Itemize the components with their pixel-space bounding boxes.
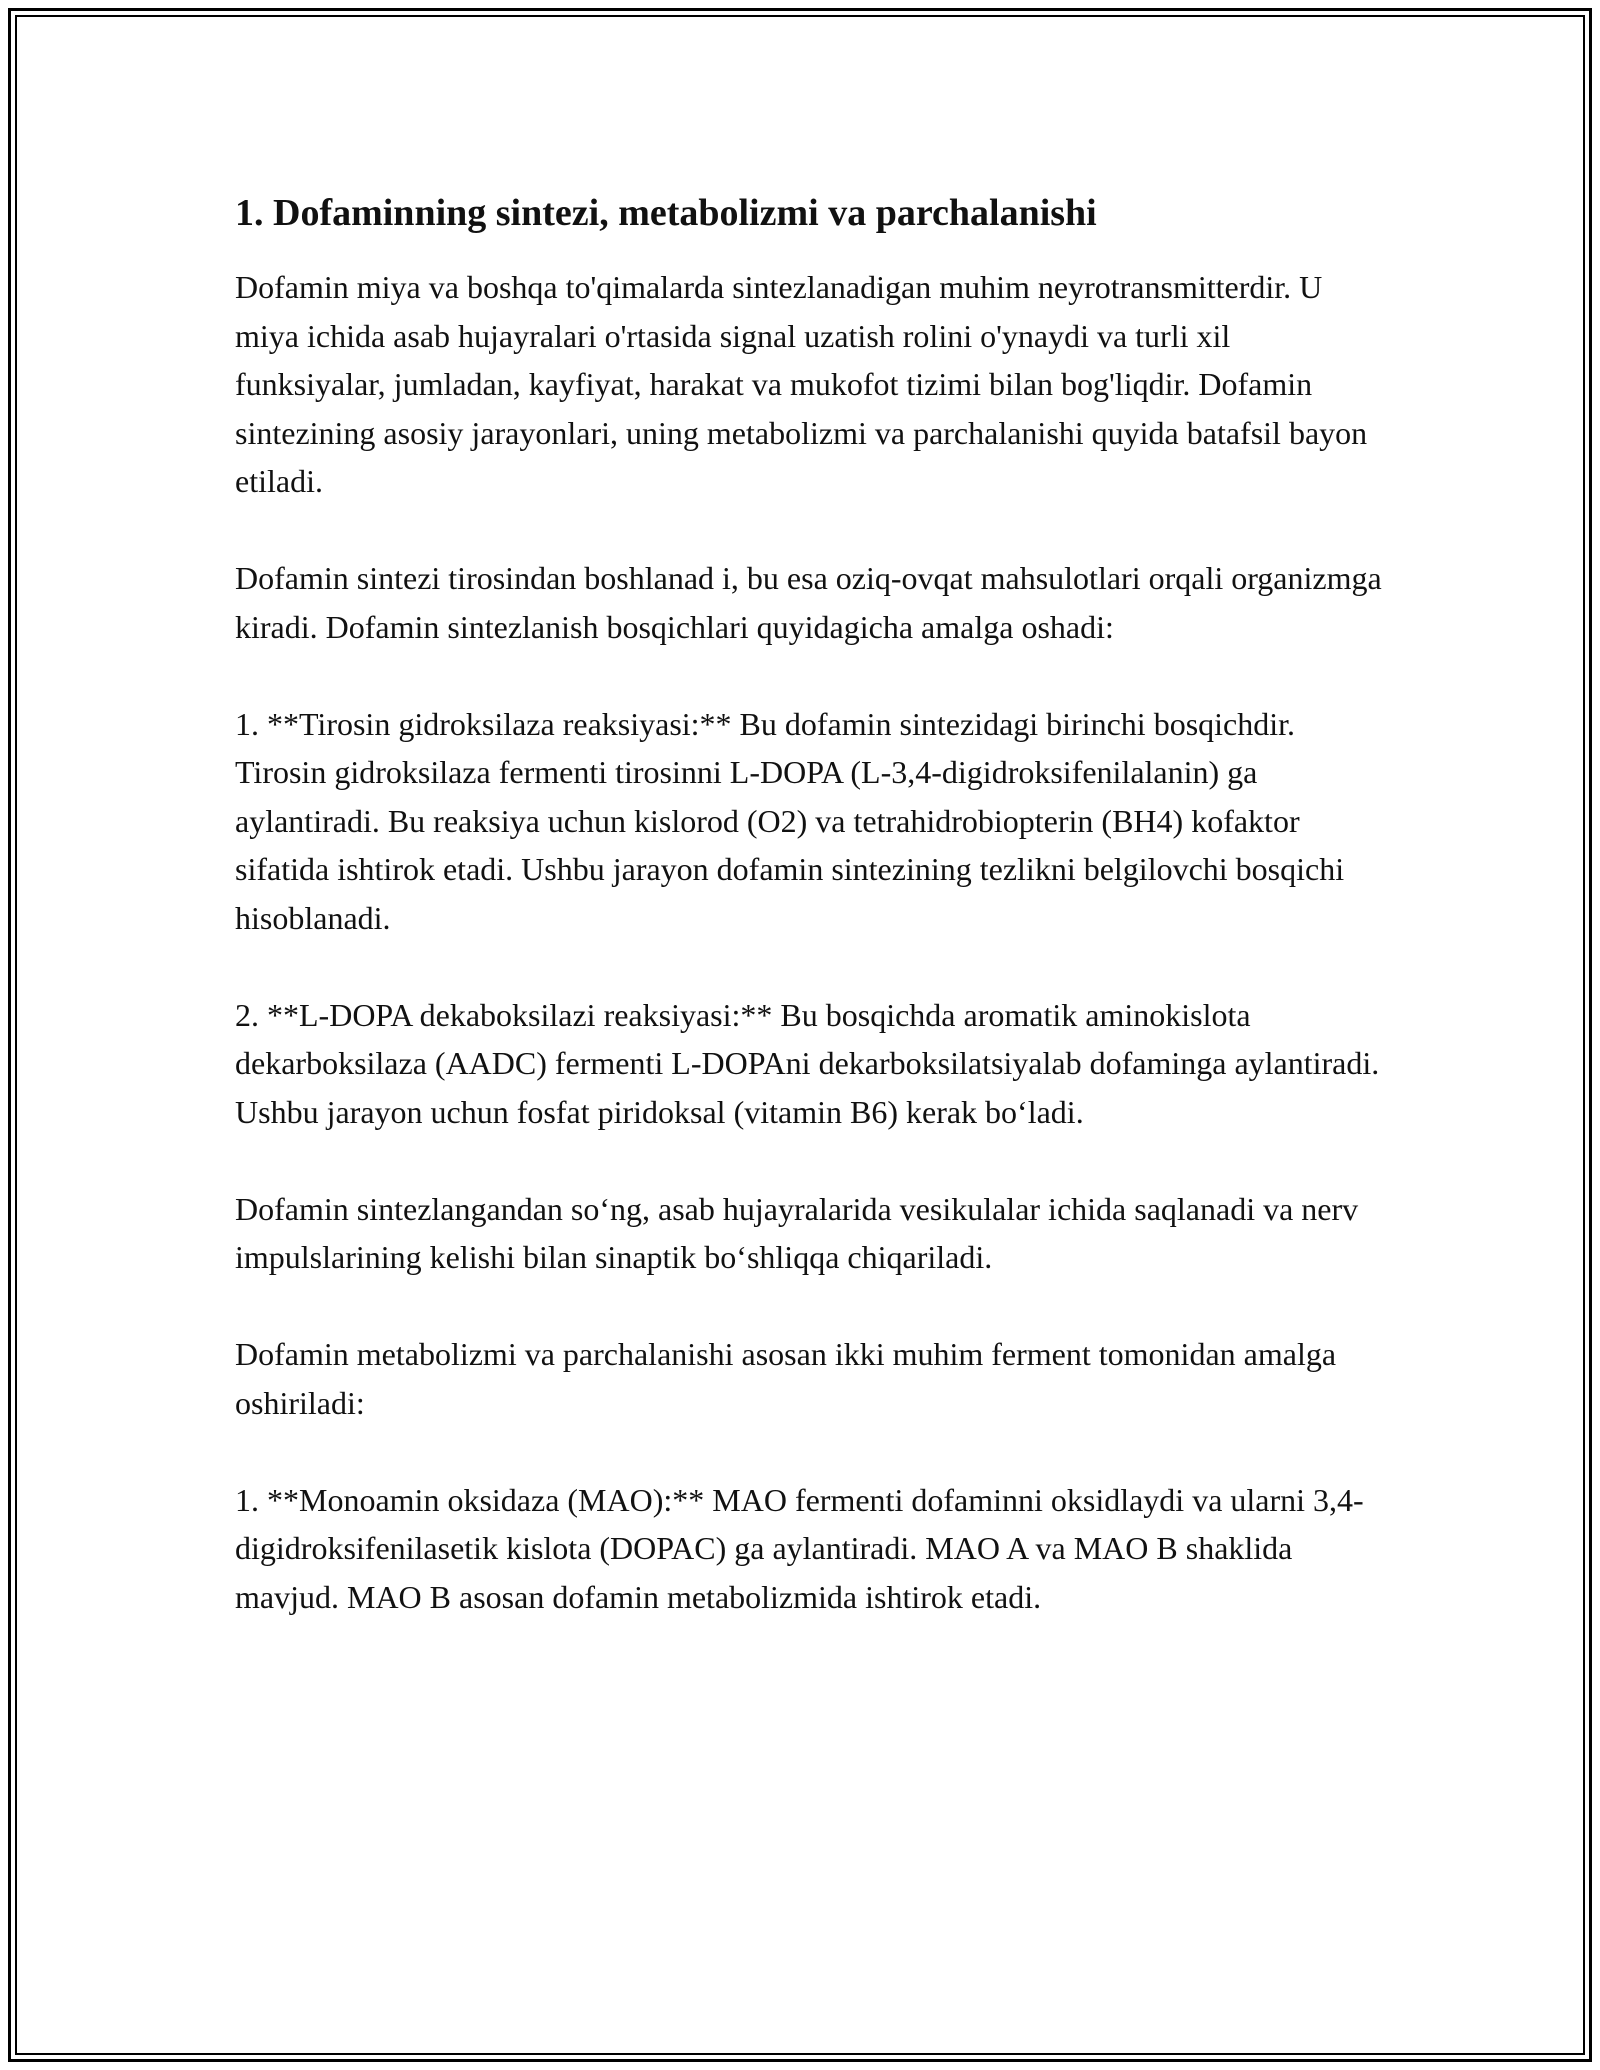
paragraph-storage-release: Dofamin sintezlangandan so‘ng, asab hujayralarida vesikulalar ichida saqlanadi va nerv impulslarining kelishi bilan sinaptik bo‘shliqqa chiqariladi.: [235, 1190, 1359, 1275]
paragraph-step-ldopa-decarboxylase: 2. **L-DOPA dekaboksilazi reaksiyasi:** Bu bosqichda aromatik aminokislota dekarboksilaza (AADC) fermenti L-DOPAni dekarboksilatsiyalab dofaminga aylantiradi. Ushbu jarayon uchun fosfat piridoksal (vitamin B6) kerak bo‘ladi.: [235, 996, 1380, 1130]
paragraph-step-tyrosine-hydroxylase: 1. **Tirosin gidroksilaza reaksiyasi:** Bu dofamin sintezidagi birinchi bosqichdir. Tirosin gidroksilaza fermenti tirosinni L-DOPA (L-3,4-digidroksifenilalanin) ga aylantiradi. Bu reaksiya uchun kislorod (O2) va tetrahidrobiopterin (BH4) kofaktor sifatida ishtirok etadi. Ushbu jarayon dofamin sintezining tezlikni belgilovchi bosqichi hisoblanadi.: [235, 705, 1345, 936]
paragraph-synthesis-start: Dofamin sintezi tirosindan boshlanad i, bu esa oziq-ovqat mahsulotlari orqali organizmga kiradi. Dofamin sintezlanish bosqichlari quyidagicha amalga oshadi:: [235, 560, 1382, 645]
paragraph-intro: Dofamin miya va boshqa to'qimalarda sintezlanadigan muhim neyrotransmitterdir. U miya ichida asab hujayralari o'rtasida signal uzatish rolini o'ynaydi va turli xil funksiyalar, jumladan, kayfiyat, harakat va mukofot tizimi bilan bog'liqdir. Dofamin sintezining asosiy jarayonlari, uning metabolizmi va parchalanishi quyida batafsil bayon etiladi.: [235, 269, 1368, 499]
document-title: 1. Dofaminning sintezi, metabolizmi va parchalanishi: [235, 192, 1097, 234]
document-body: [235, 187, 1385, 1670]
paragraph-metabolism-intro: Dofamin metabolizmi va parchalanishi asosan ikki muhim ferment tomonidan amalga oshiriladi:: [235, 1336, 1337, 1421]
paragraph-mao: 1. **Monoamin oksidaza (MAO):** MAO fermenti dofaminni oksidlaydi va ularni 3,4-digidroksifenilasetik kislota (DOPAC) ga aylantiradi. MAO A va MAO B shaklida mavjud. MAO B asosan dofamin metabolizmida ishtirok etadi.: [235, 1481, 1364, 1615]
